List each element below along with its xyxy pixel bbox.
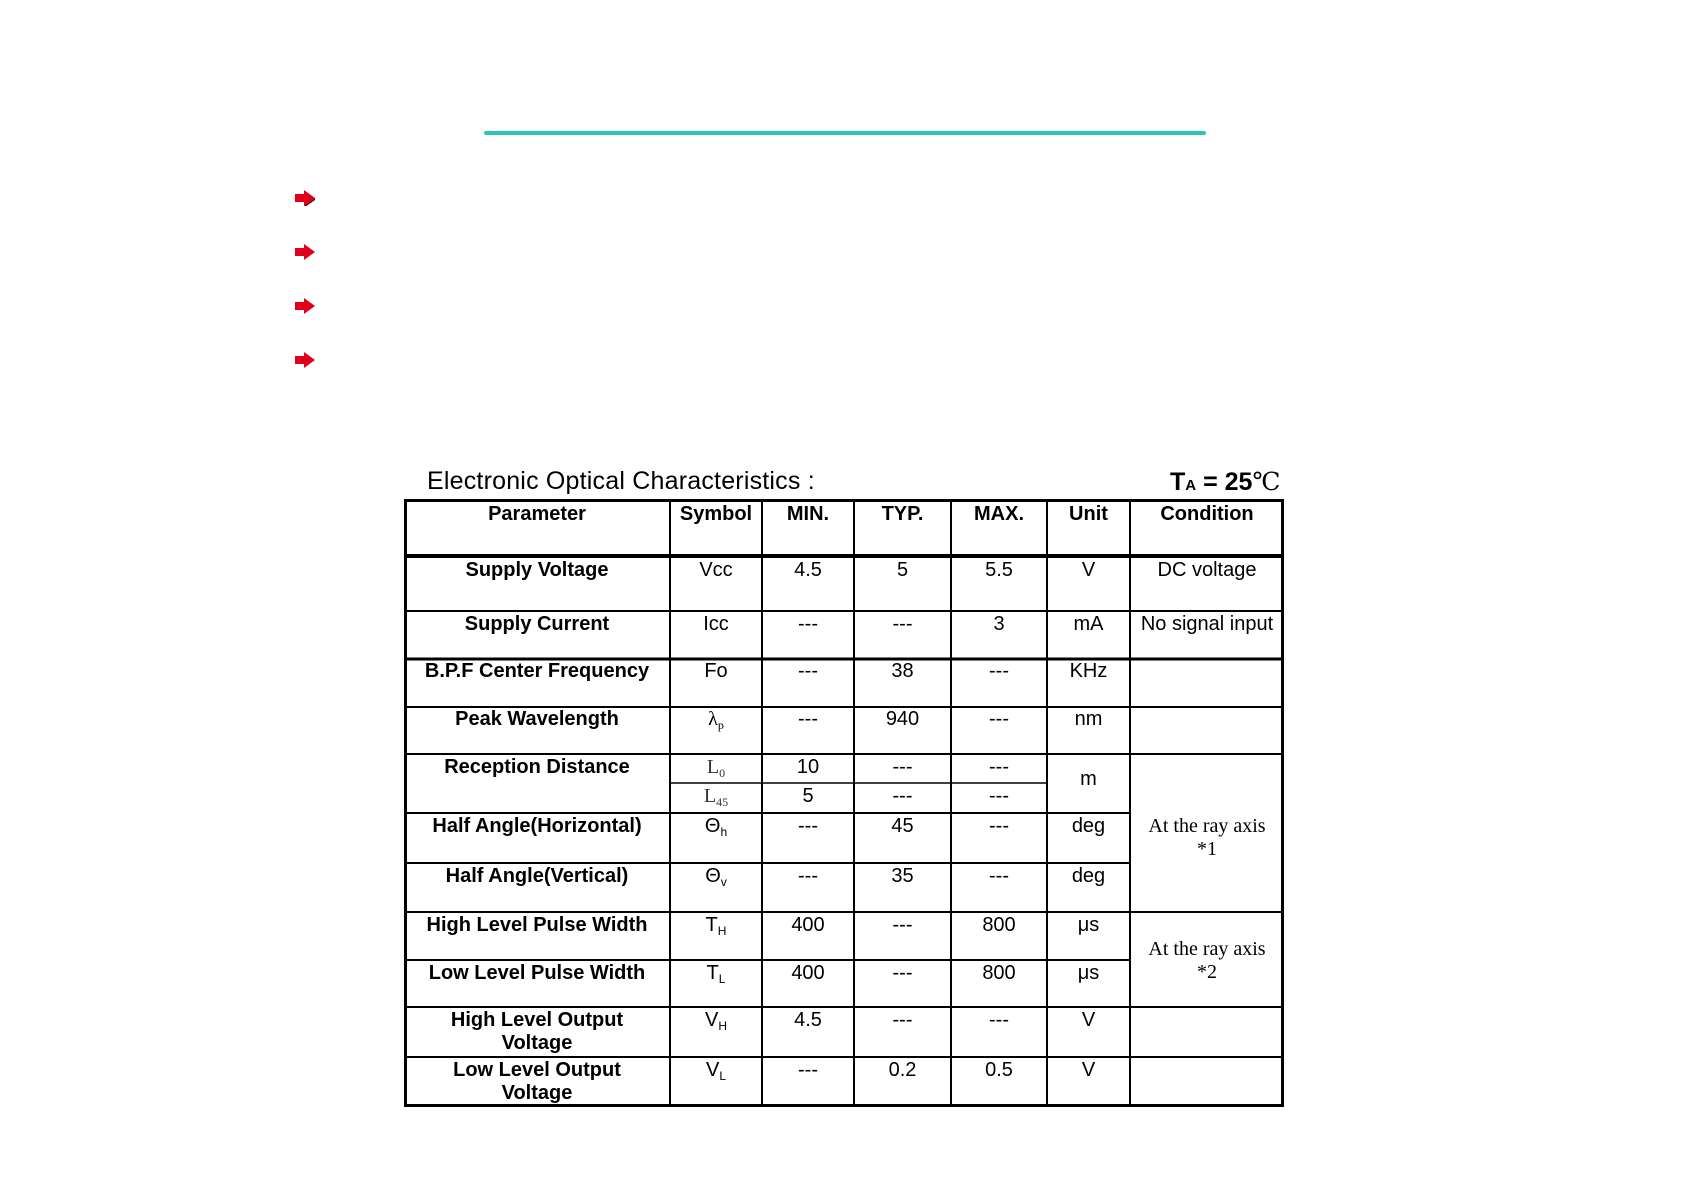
header-condition: Condition bbox=[1160, 503, 1254, 525]
row-symbol: $\lambda_p$ bbox=[708, 708, 724, 732]
row-min: --- bbox=[798, 708, 818, 730]
row-min: 4.5 bbox=[794, 559, 822, 581]
row-parameter: Supply Current bbox=[464, 613, 610, 635]
row-symbol: $T_H$ bbox=[705, 914, 727, 938]
ambient-temperature: TA = 25℃ bbox=[1170, 467, 1281, 496]
header-unit: Unit bbox=[1069, 503, 1108, 525]
row-unit: V bbox=[1081, 1059, 1096, 1081]
param-line: Voltage bbox=[501, 1032, 573, 1054]
row-parameter: B.P.F Center Frequency bbox=[424, 660, 650, 682]
row-max: --- bbox=[989, 708, 1009, 730]
table-caption: Electronic Optical Characteristics : bbox=[427, 467, 815, 495]
row-min: 400 bbox=[791, 962, 825, 984]
row-max: 800 bbox=[982, 962, 1016, 984]
row-symbol: $L_0$ bbox=[706, 756, 726, 780]
arrow-bullet-icon bbox=[295, 298, 315, 314]
row-unit: nm bbox=[1074, 708, 1103, 730]
row-min: 10 bbox=[796, 756, 820, 778]
row-min: --- bbox=[798, 1059, 818, 1081]
row-unit: V bbox=[1081, 559, 1096, 581]
row-unit: deg bbox=[1071, 815, 1106, 837]
row-max: 3 bbox=[993, 613, 1005, 635]
row-unit: V bbox=[1081, 1009, 1096, 1031]
header-typ: TYP. bbox=[881, 503, 924, 525]
param-line: High Level Output bbox=[450, 1009, 624, 1031]
row-typ: 35 bbox=[891, 865, 914, 887]
characteristics-table bbox=[404, 499, 1284, 1107]
row-typ: 5 bbox=[896, 559, 909, 581]
row-unit: μs bbox=[1077, 962, 1100, 984]
row-typ: --- bbox=[892, 914, 913, 936]
arrow-bullet-icon bbox=[295, 244, 315, 260]
row-typ: 45 bbox=[891, 815, 914, 837]
row-parameter: High Level Pulse Width bbox=[426, 914, 648, 936]
header-symbol: Symbol bbox=[679, 503, 753, 525]
row-symbol: Vcc bbox=[699, 559, 733, 581]
row-parameter: Half Angle(Vertical) bbox=[445, 865, 629, 887]
row-typ: 0.2 bbox=[888, 1059, 917, 1081]
condition-note: *1 bbox=[1197, 838, 1217, 860]
row-min: --- bbox=[798, 660, 818, 682]
row-min: --- bbox=[798, 865, 818, 887]
row-max: --- bbox=[989, 815, 1009, 837]
row-parameter bbox=[404, 1009, 670, 1055]
row-unit: deg bbox=[1071, 865, 1106, 887]
row-max: --- bbox=[989, 1009, 1009, 1031]
row-unit: mA bbox=[1073, 613, 1104, 635]
header-parameter: Parameter bbox=[488, 503, 586, 525]
row-max: 0.5 bbox=[985, 1059, 1013, 1081]
row-max: --- bbox=[989, 756, 1009, 778]
row-typ: --- bbox=[892, 785, 913, 807]
row-symbol: $\Theta_v$ bbox=[705, 865, 727, 889]
row-typ: --- bbox=[892, 962, 913, 984]
row-min: --- bbox=[798, 613, 818, 635]
row-symbol: $T_L$ bbox=[706, 962, 726, 986]
row-max: --- bbox=[989, 785, 1009, 807]
row-max: 5.5 bbox=[985, 559, 1013, 581]
row-typ: --- bbox=[892, 1009, 913, 1031]
row-unit: KHz bbox=[1069, 660, 1108, 682]
row-parameter bbox=[404, 1059, 670, 1105]
row-min: --- bbox=[798, 815, 818, 837]
header-max: MAX. bbox=[974, 503, 1024, 525]
row-max: 800 bbox=[982, 914, 1016, 936]
condition-ray-axis-2 bbox=[1130, 938, 1284, 984]
row-parameter: Low Level Pulse Width bbox=[428, 962, 646, 984]
row-condition: DC voltage bbox=[1157, 559, 1257, 581]
row-max: --- bbox=[989, 660, 1009, 682]
condition-line: At the ray axis bbox=[1148, 815, 1266, 837]
row-typ: 940 bbox=[885, 708, 920, 730]
row-min: 5 bbox=[802, 785, 814, 807]
row-symbol: $\Theta_h$ bbox=[704, 815, 728, 839]
row-min: 4.5 bbox=[794, 1009, 822, 1031]
row-unit: m bbox=[1080, 768, 1097, 790]
row-condition: No signal input bbox=[1140, 613, 1274, 635]
row-max: --- bbox=[989, 865, 1009, 887]
row-parameter: Half Angle(Horizontal) bbox=[432, 815, 642, 837]
header-min: MIN. bbox=[786, 503, 830, 525]
row-symbol: $V_L$ bbox=[705, 1059, 727, 1083]
row-symbol: $L_{45}$ bbox=[703, 785, 729, 809]
row-parameter: Reception Distance bbox=[444, 756, 630, 778]
condition-line: At the ray axis bbox=[1148, 938, 1266, 960]
condition-note: *2 bbox=[1197, 961, 1217, 983]
param-line: Low Level Output bbox=[453, 1059, 621, 1081]
row-typ: --- bbox=[892, 613, 913, 635]
row-typ: --- bbox=[892, 756, 913, 778]
row-parameter: Peak Wavelength bbox=[455, 708, 619, 730]
row-symbol: Fo bbox=[704, 660, 728, 682]
row-typ: 38 bbox=[891, 660, 914, 682]
row-parameter: Supply Voltage bbox=[465, 559, 609, 581]
row-min: 400 bbox=[791, 914, 825, 936]
row-unit: μs bbox=[1077, 914, 1100, 936]
arrow-bullet-icon bbox=[295, 352, 315, 368]
row-symbol: Icc bbox=[703, 613, 729, 635]
condition-ray-axis-1 bbox=[1130, 815, 1284, 861]
arrow-bullet-icon bbox=[295, 190, 315, 206]
row-symbol: $V_H$ bbox=[704, 1009, 727, 1033]
param-line: Voltage bbox=[501, 1082, 573, 1104]
title-underline bbox=[484, 131, 1206, 135]
